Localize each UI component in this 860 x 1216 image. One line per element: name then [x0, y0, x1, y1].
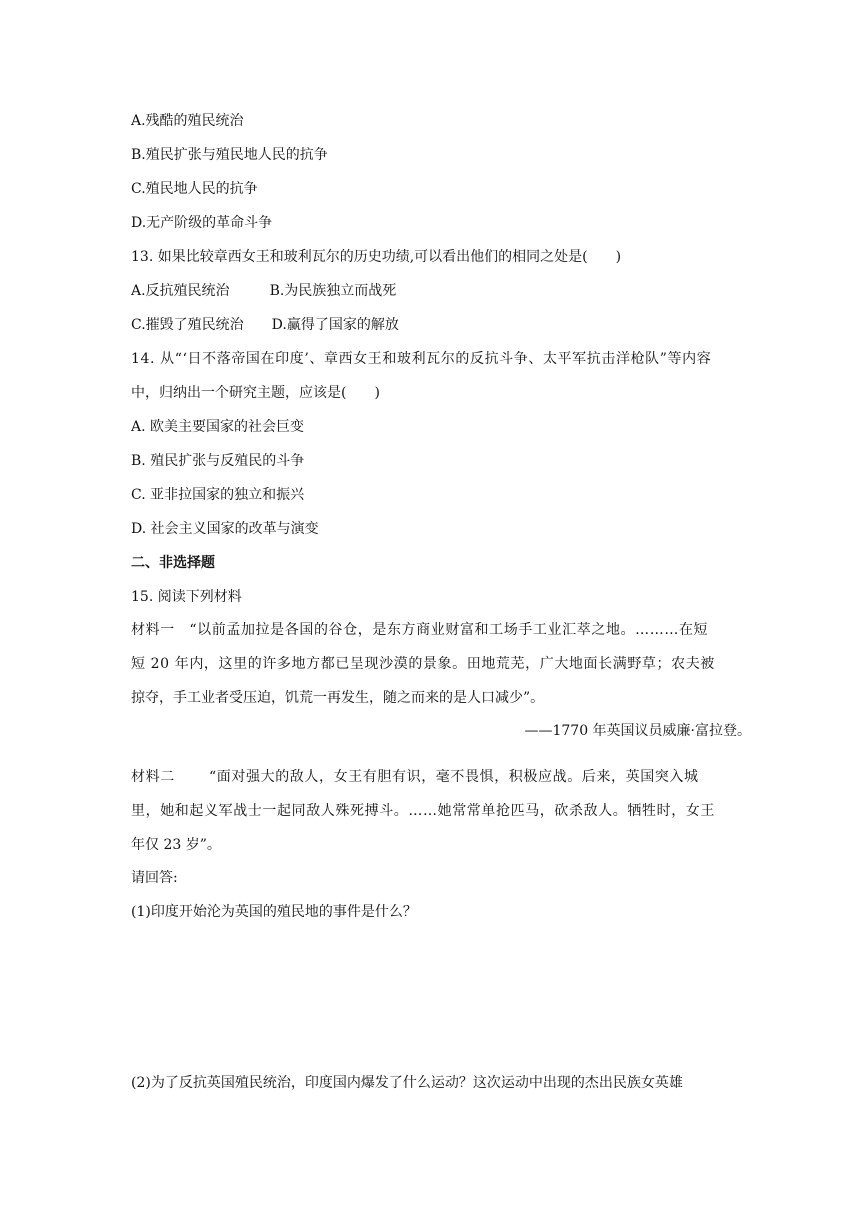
q13-option-a: A.反抗殖民统治 — [131, 283, 230, 299]
q12-option-d: D.无产阶级的革命斗争 — [131, 215, 273, 231]
sub-question-2: (2)为了反抗英国殖民统治，印度国内爆发了什么运动？这次运动中出现的杰出民族女英雄 — [131, 1075, 683, 1091]
material-2-line-3: 年仅 23 岁”。 — [131, 837, 221, 853]
answer-prompt: 请回答: — [131, 870, 178, 886]
q12-option-a: A.残酷的殖民统治 — [131, 113, 244, 129]
q13-option-b: B.为民族独立而战死 — [269, 283, 397, 299]
material-1-line-2: 短 20 年内，这里的许多地方都已呈现沙漠的景象。田地荒芜，广大地面长满野草；农夫被 — [131, 656, 715, 672]
q15-intro: 15. 阅读下列材料 — [131, 589, 242, 605]
material-1-line-3: 掠夺，手工业者受压迫，饥荒一再发生，随之而来的是人口减少”。 — [131, 690, 545, 706]
material-2-line-1: 材料二 “面对强大的敌人，女王有胆有识，毫不畏惧，积极应战。后来，英国突入城 — [131, 769, 699, 785]
sub-question-1: (1)印度开始沦为英国的殖民地的事件是什么？ — [131, 904, 417, 920]
q14-option-a: A. 欧美主要国家的社会巨变 — [131, 419, 305, 435]
q14-option-c: C. 亚非拉国家的独立和振兴 — [131, 487, 305, 503]
q13-option-d: D.赢得了国家的解放 — [271, 317, 399, 333]
q14-stem-line-1: 14. 从“‘日不落帝国在印度’、章西女王和玻利瓦尔的反抗斗争、太平军抗击洋枪队”等内容 — [131, 351, 712, 367]
q12-option-c: C.殖民地人民的抗争 — [131, 181, 258, 197]
material-1-line-1: 材料一 “以前孟加拉是各国的谷仓，是东方商业财富和工场手工业汇萃之地。………在短 — [131, 622, 709, 638]
q14-stem-line-2: 中，归纳出一个研究主题，应该是( ) — [131, 385, 380, 401]
q14-option-d: D. 社会主义国家的改革与演变 — [131, 521, 319, 537]
q13-options-row-2 — [131, 315, 399, 335]
section-heading: 二、非选择题 — [131, 555, 215, 571]
q13-options-row-1 — [131, 281, 396, 301]
q12-option-b: B.殖民扩张与殖民地人民的抗争 — [131, 147, 328, 163]
q14-option-b: B. 殖民扩张与反殖民的斗争 — [131, 453, 305, 469]
material-1-source: ——1770 年英国议员威廉·富拉登。 — [524, 723, 751, 739]
q13-stem: 13. 如果比较章西女王和玻利瓦尔的历史功绩,可以看出他们的相同之处是( ) — [131, 249, 622, 265]
q13-option-c: C.摧毁了殖民统治 — [131, 317, 244, 333]
material-2-line-2: 里，她和起义军战士一起同敌人殊死搏斗。……她常常单抢匹马，砍杀敌人。牺牲时，女王 — [131, 803, 715, 819]
